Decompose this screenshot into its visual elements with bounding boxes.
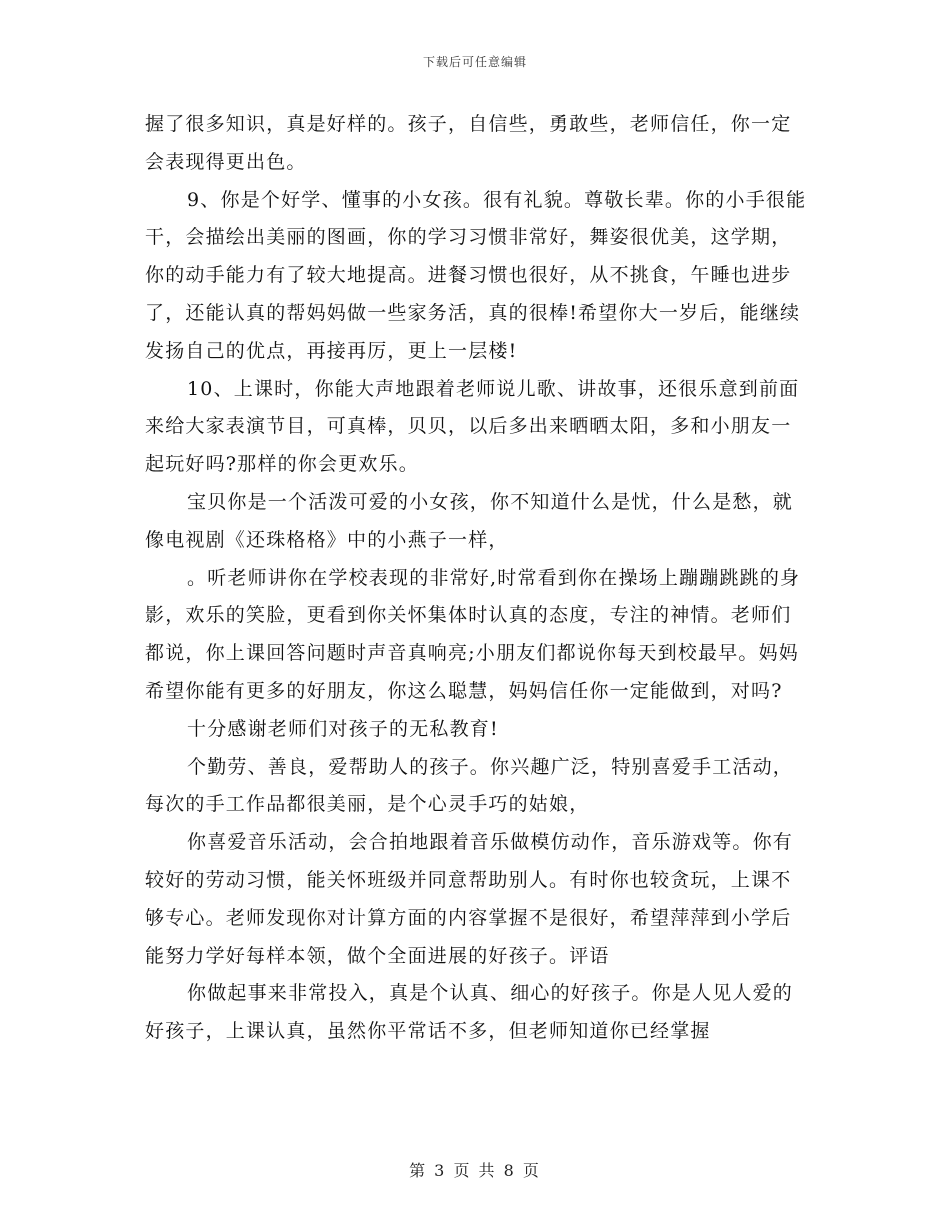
paragraph-4: 宝贝你是一个活泼可爱的小女孩，你不知道什么是忧，什么是愁，就像电视剧《还珠格格》中的小燕子一样， [145, 490, 794, 551]
paragraph-5: 。听老师讲你在学校表现的非常好,时常看到你在操场上蹦蹦跳跳的身影，欢乐的笑脸，更看到你关怀集体时认真的态度，专注的神情。老师们都说，你上课回答问题时声音真响亮;小朋友们都说你每天到校最早。妈妈希望你能有更多的好朋友，你这么聪慧，妈妈信任你一定能做到，对吗? [145, 566, 801, 702]
paragraph-3: 10、上课时，你能大声地跟着老师说儿歌、讲故事，还很乐意到前面来给大家表演节目，可真棒，贝贝，以后多出来晒晒太阳，多和小朋友一起玩好吗?那样的你会更欢乐。 [145, 377, 800, 476]
paragraph-2: 9、你是个好学、懂事的小女孩。很有礼貌。尊敬长辈。你的小手很能干，会描绘出美丽的图画，你的学习习惯非常好，舞姿很优美，这学期，你的动手能力有了较大地提高。进餐习惯也很好，从不挑食，午睡也进步了，还能认真的帮妈妈做一些家务活，真的很棒!希望你大一岁后，能继续发扬自己的优点，再接再厉，更上一层楼! [145, 188, 807, 362]
page-header-note: 下载后可任意编辑 [422, 55, 527, 69]
paragraph-9: 你做起事来非常投入，真是个认真、细心的好孩子。你是人见人爱的好孩子，上课认真，虽然你平常话不多，但老师知道你已经掌握 [145, 982, 794, 1043]
page-number-footer: 第 3 页 共 8 页 [409, 1161, 541, 1180]
paragraph-8: 你喜爱音乐活动，会合拍地跟着音乐做模仿动作，音乐游戏等。你有较好的劳动习惯，能关怀班级并同意帮助别人。有时你也较贪玩，上课不够专心。老师发现你对计算方面的内容掌握不是很好，希望萍萍到小学后能努力学好每样本领，做个全面进展的好孩子。评语 [145, 831, 794, 967]
paragraph-1: 握了很多知识，真是好样的。孩子，自信些，勇敢些，老师信任，你一定会表现得更出色。 [145, 113, 792, 173]
paragraph-6: 十分感谢老师们对孩子的无私教育! [187, 717, 499, 740]
body-text [145, 106, 810, 1051]
paragraph-7: 个勤劳、善良，爱帮助人的孩子。你兴趣广泛，特别喜爱手工活动，每次的手工作品都很美丽，是个心灵手巧的姑娘， [145, 755, 794, 816]
